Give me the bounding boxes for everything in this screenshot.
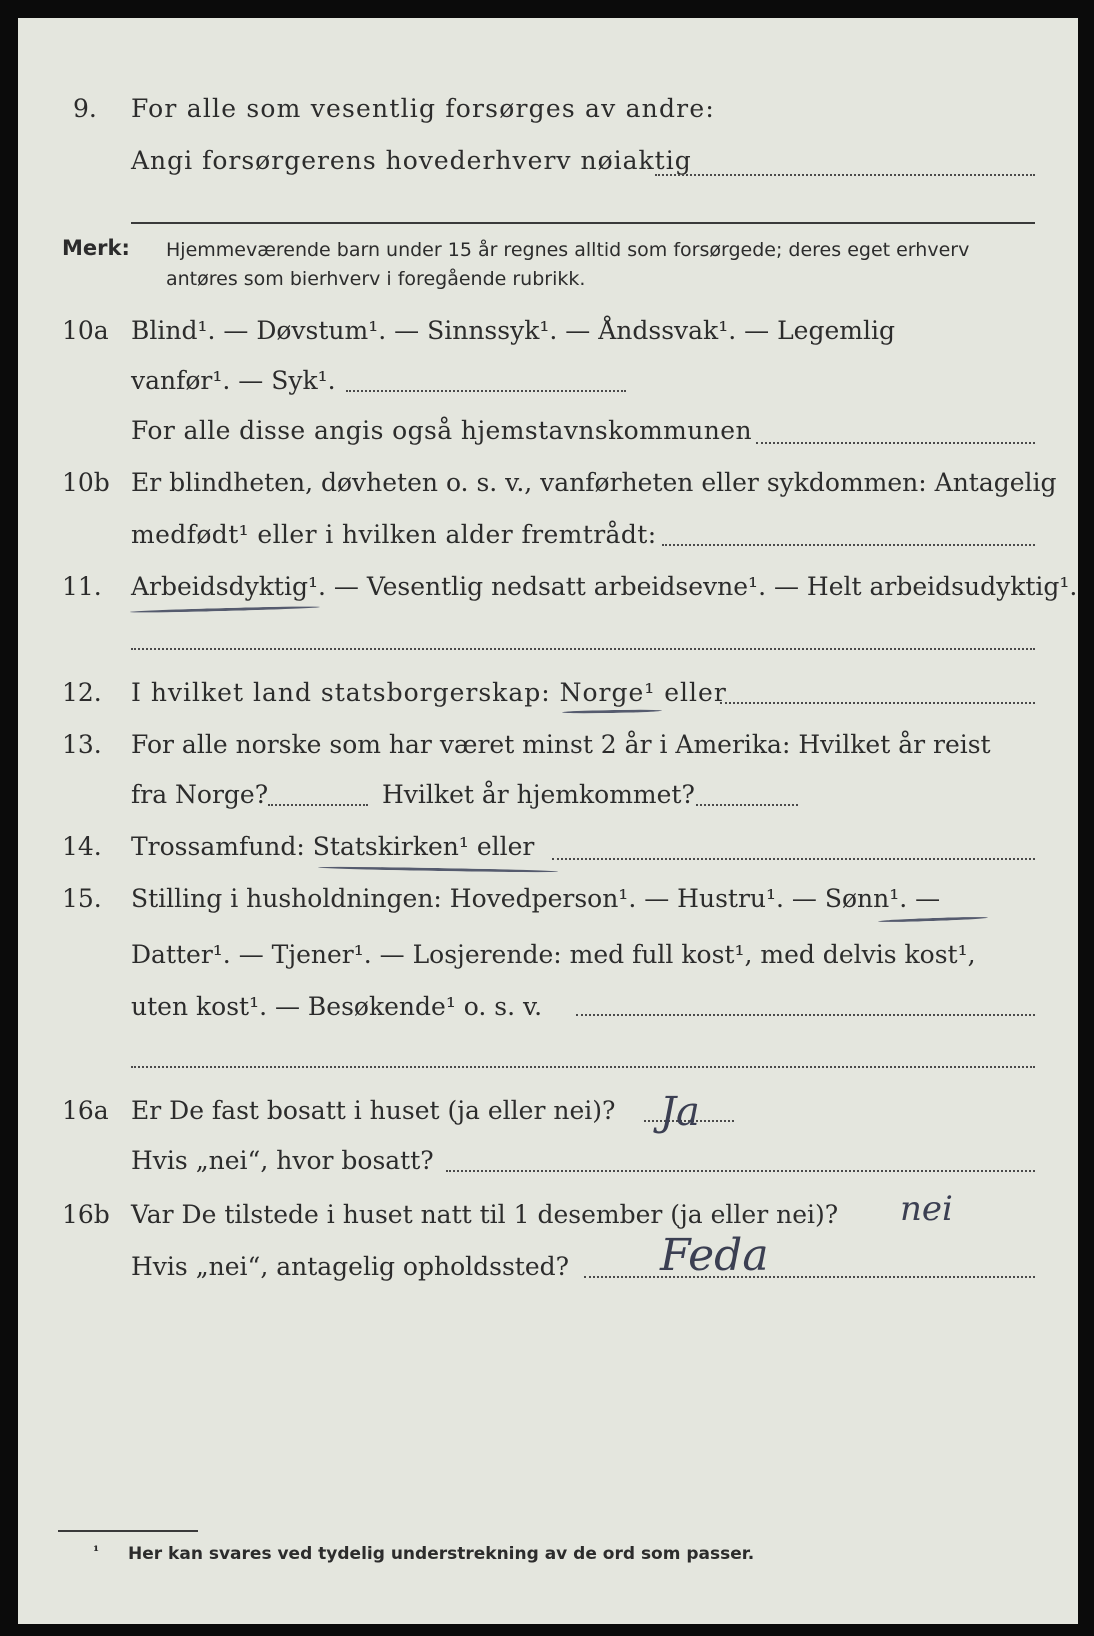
q16b-opholdssted-line xyxy=(584,1276,1035,1278)
footnote-mark: ¹ xyxy=(93,1544,100,1560)
q14-line1: Trossamfund: Statskirken¹ eller xyxy=(131,832,535,861)
q13-number: 13. xyxy=(62,730,102,759)
q13-line1: For alle norske som har været minst 2 år i Amerika: Hvilket år reist xyxy=(131,730,991,759)
q10a-line1: Blind¹. — Døvstum¹. — Sinnssyk¹. — Åndssvak¹. — Legemlig xyxy=(131,316,895,345)
q16b-line1: Var De tilstede i huset natt til 1 desember (ja eller nei)? xyxy=(131,1200,839,1229)
q10b-answer-line xyxy=(662,544,1035,546)
q10b-line1: Er blindheten, døvheten o. s. v., vanførheten eller sykdommen: Antagelig xyxy=(131,468,1057,497)
q15-number: 15. xyxy=(62,884,102,913)
footnote-text: Her kan svares ved tydelig understrekning av de ord som passer. xyxy=(128,1544,755,1564)
q15-line1: Stilling i husholdningen: Hovedperson¹. — Hustru¹. — Sønn¹. — xyxy=(131,884,941,913)
q14-answer-line xyxy=(552,858,1035,860)
q10a-line3: For alle disse angis også hjemstavnskommunen xyxy=(131,416,752,445)
q10a-line2: vanfør¹. — Syk¹. xyxy=(131,366,336,395)
q13-line2b: Hvilket år hjemkommet? xyxy=(382,780,695,809)
q14-number: 14. xyxy=(62,832,102,861)
q16a-line2: Hvis „nei“, hvor bosatt? xyxy=(131,1146,434,1175)
q16a-bosatt-line xyxy=(446,1170,1035,1172)
q16a-number: 16a xyxy=(62,1096,109,1125)
q15-answer-line2 xyxy=(131,1066,1035,1068)
q15-answer-line xyxy=(576,1014,1035,1016)
q9-line2: Angi forsørgerens hovederhverv nøiaktig xyxy=(131,146,692,175)
q13-reist-line xyxy=(268,804,368,806)
q9-number: 9. xyxy=(73,94,97,123)
q11-line1: Arbeidsdyktig¹. — Vesentlig nedsatt arbeidsevne¹. — Helt arbeidsudyktig¹. xyxy=(131,572,1078,601)
q12-line1: I hvilket land statsborgerskap: Norge¹ eller xyxy=(131,678,727,707)
q12-number: 12. xyxy=(62,678,102,707)
merk-line1: Hjemmeværende barn under 15 år regnes alltid som forsørgede; deres eget erhverv xyxy=(166,239,970,261)
q16b-handwritten-answer2: Feda xyxy=(660,1230,769,1281)
merk-label: Merk: xyxy=(62,236,130,260)
q16b-number: 16b xyxy=(62,1200,110,1229)
q10a-number: 10a xyxy=(62,316,109,345)
q15-line2: Datter¹. — Tjener¹. — Losjerende: med full kost¹, med delvis kost¹, xyxy=(131,940,976,969)
q10a-syk-line xyxy=(346,390,626,392)
q10b-number: 10b xyxy=(62,468,110,497)
q10b-line2: medfødt¹ eller i hvilken alder fremtrådt: xyxy=(131,520,657,549)
q16b-handwritten-answer1: nei xyxy=(900,1189,953,1229)
footnote-rule xyxy=(58,1530,198,1532)
q16a-line1: Er De fast bosatt i huset (ja eller nei)? xyxy=(131,1096,616,1125)
merk-line2: antøres som bierhverv i foregående rubrikk. xyxy=(166,268,586,290)
q11-answer-line xyxy=(131,648,1035,650)
q10a-answer-line xyxy=(756,442,1035,444)
q16b-line2: Hvis „nei“, antagelig opholdssted? xyxy=(131,1252,570,1281)
q9-separator xyxy=(131,222,1035,224)
q16a-handwritten-answer: Ja xyxy=(660,1089,700,1135)
q11-number: 11. xyxy=(62,572,102,601)
q12-answer-line xyxy=(720,702,1035,704)
q9-answer-line xyxy=(655,174,1035,176)
q15-line3: uten kost¹. — Besøkende¹ o. s. v. xyxy=(131,992,543,1021)
q13-line2a: fra Norge? xyxy=(131,780,269,809)
q13-hjemkommet-line xyxy=(696,804,798,806)
q9-line1: For alle som vesentlig forsørges av andre: xyxy=(131,94,715,123)
